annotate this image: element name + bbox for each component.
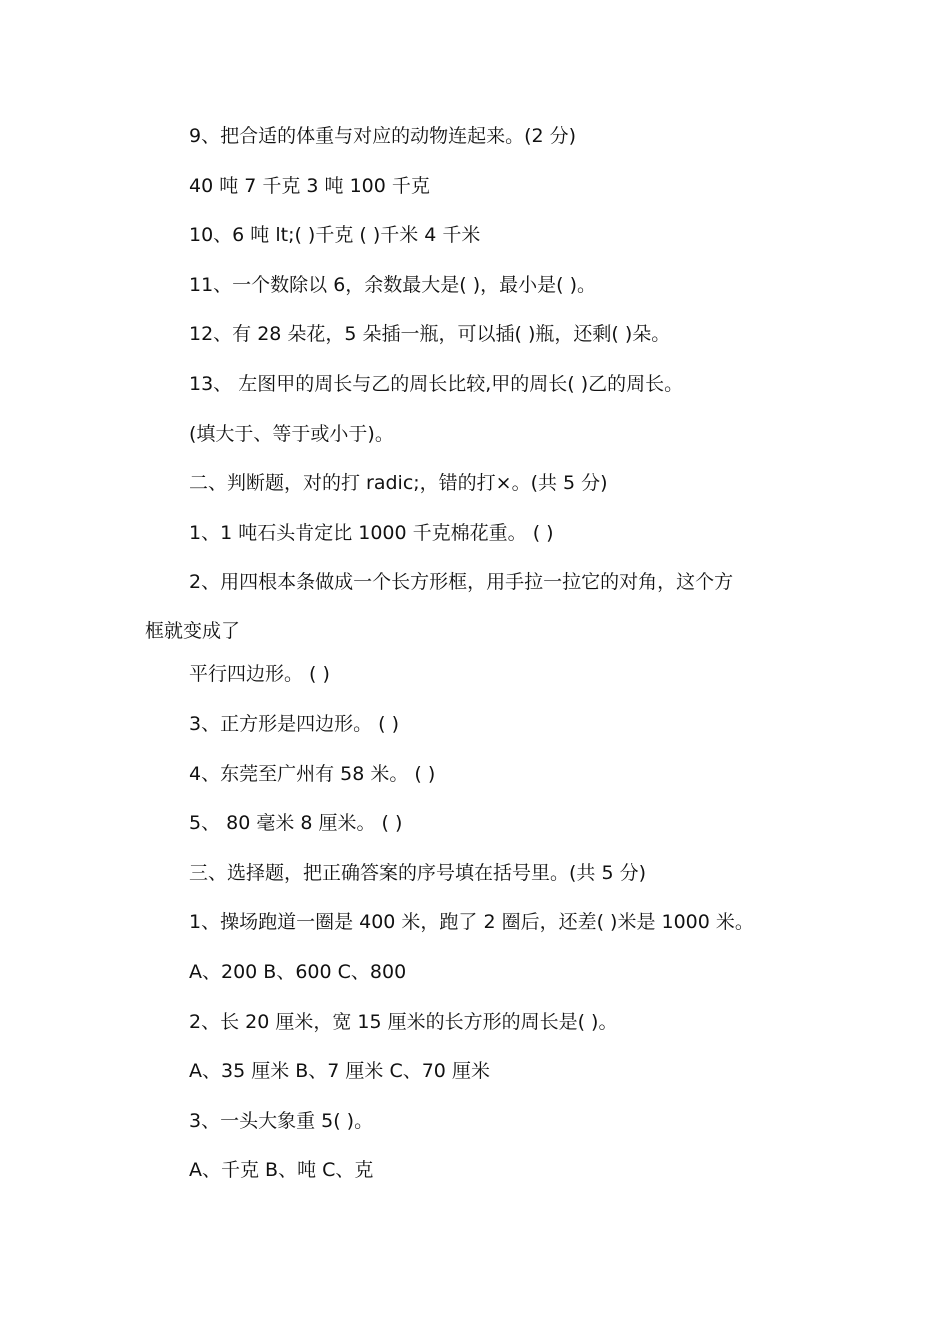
choice-1-options: A、200 B、600 C、800: [189, 961, 407, 983]
choice-3-options: A、千克 B、吨 C、克: [189, 1159, 374, 1181]
question-13-hint: (填大于、等于或小于)。: [189, 423, 394, 445]
question-12: 12、有 28 朵花，5 朵插一瓶，可以插( )瓶，还剩( )朵。: [189, 323, 671, 345]
question-9-options: 40 吨 7 千克 3 吨 100 千克: [189, 175, 430, 197]
judge-4: 4、东莞至广州有 58 米。 ( ): [189, 763, 436, 785]
choice-2: 2、长 20 厘米，宽 15 厘米的长方形的周长是( )。: [189, 1011, 618, 1033]
choice-2-options: A、35 厘米 B、7 厘米 C、70 厘米: [189, 1060, 490, 1082]
judge-2: 2、用四根本条做成一个长方形框，用手拉一拉它的对角，这个方: [189, 571, 734, 593]
section-3-heading: 三、选择题，把正确答案的序号填在括号里。(共 5 分): [189, 862, 646, 884]
judge-2-end: 平行四边形。 ( ): [189, 663, 330, 685]
question-11: 11、一个数除以 6，余数最大是( )，最小是( )。: [189, 274, 597, 296]
choice-1: 1、操场跑道一圈是 400 米，跑了 2 圈后，还差( )米是 1000 米。: [189, 911, 754, 933]
question-10: 10、6 吨 lt;( )千克 ( )千米 4 千米: [189, 224, 481, 246]
question-13: 13、 左图甲的周长与乙的周长比较,甲的周长( )乙的周长。: [189, 373, 684, 395]
judge-3: 3、正方形是四边形。 ( ): [189, 713, 399, 735]
judge-5: 5、 80 毫米 8 厘米。 ( ): [189, 812, 403, 834]
question-9: 9、把合适的体重与对应的动物连起来。(2 分): [189, 125, 577, 147]
judge-2-continued: 框就变成了: [145, 620, 241, 642]
judge-1: 1、1 吨石头肯定比 1000 千克棉花重。 ( ): [189, 522, 554, 544]
section-2-heading: 二、判断题，对的打 radic;，错的打×。(共 5 分): [189, 472, 608, 494]
choice-3: 3、一头大象重 5( )。: [189, 1110, 374, 1132]
